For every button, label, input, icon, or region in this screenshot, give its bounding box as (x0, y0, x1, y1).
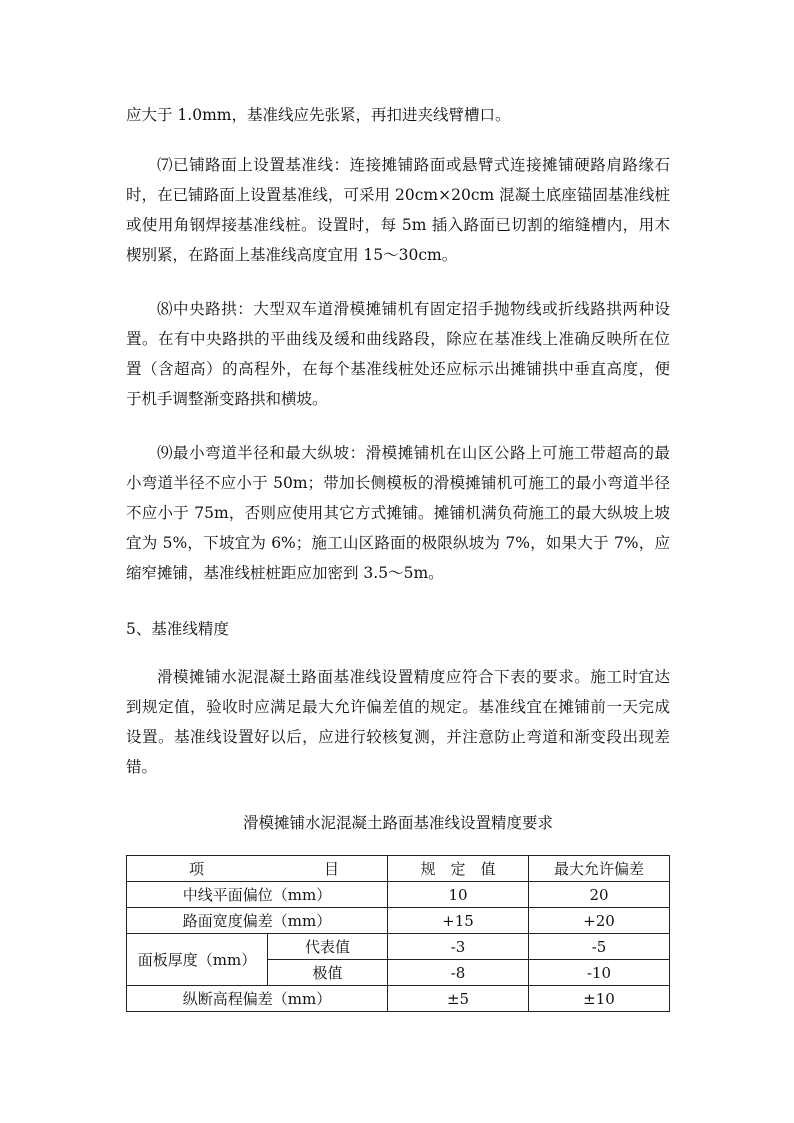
paragraph-section-5 (126, 662, 670, 782)
row-tolerance: -5 (529, 934, 670, 960)
header-item-a: 项 (189, 860, 205, 878)
header-tolerance: 最大允许偏差 (529, 856, 670, 882)
header-item-b: 目 (323, 860, 339, 878)
text-line: 置（含超高）的高程外，在每个基准线桩处还应标示出摊铺拱中垂直高度，便 (126, 360, 670, 378)
text-line: 缩窄摊铺，基准线桩桩距应加密到 3.5～5m。 (126, 564, 444, 582)
text-line: ⑼最小弯道半径和最大纵坡：滑模摊铺机在山区公路上可施工带超高的最 (157, 444, 670, 462)
row-label: 中线平面偏位（mm） (127, 882, 388, 908)
text-line: 应大于 1.0mm，基准线应先张紧，再扣进夹线臂槽口。 (126, 106, 511, 124)
row-spec: -3 (388, 934, 529, 960)
table-caption: 滑模摊铺水泥混凝土路面基准线设置精度要求 (242, 814, 553, 832)
text-line: ⑻中央路拱：大型双车道滑模摊铺机有固定招手抛物线或折线路拱两种设 (157, 300, 670, 318)
row-sublabel: 代表值 (268, 934, 388, 960)
text-line: 宜为 5%，下坡宜为 6%；施工山区路面的极限纵坡为 7%，如果大于 7%，应 (126, 534, 670, 552)
text-line: 错。 (126, 758, 158, 776)
text-line: 于机手调整渐变路拱和横坡。 (126, 390, 328, 408)
row-tolerance: ±10 (529, 986, 670, 1012)
row-label: 路面宽度偏差（mm） (127, 908, 388, 934)
text-line: 楔别紧，在路面上基准线高度宜用 15～30cm。 (126, 246, 458, 264)
table-row (127, 934, 670, 960)
text-line: 时，在已铺路面上设置基准线，可采用 20cm×20cm 混凝土底座锚固基准线桩 (126, 186, 670, 204)
table-header-row (127, 856, 670, 882)
text-line: ⑺已铺路面上设置基准线：连接摊铺路面或悬臂式连接摊铺硬路肩路缘石 (157, 156, 670, 174)
text-line: 或使用角钢焊接基准线桩。设置时，每 5m 插入路面已切割的缩缝槽内，用木 (126, 216, 670, 234)
text-line: 小弯道半径不应小于 50m；带加长侧模板的滑模摊铺机可施工的最小弯道半径 (126, 474, 670, 492)
row-tolerance: +20 (529, 908, 670, 934)
table-row (127, 882, 670, 908)
header-spec: 规 定 值 (388, 856, 529, 882)
row-label: 纵断高程偏差（mm） (127, 986, 388, 1012)
paragraph-item-8 (126, 294, 670, 414)
row-spec: -8 (388, 960, 529, 986)
section-heading: 5、基准线精度 (126, 620, 229, 638)
row-tolerance: -10 (529, 960, 670, 986)
row-tolerance: 20 (529, 882, 670, 908)
table-row (127, 986, 670, 1012)
row-group-label: 面板厚度（mm） (127, 934, 268, 986)
paragraph-item-9 (126, 438, 670, 588)
paragraph-continuation (126, 100, 670, 130)
row-spec: 10 (388, 882, 529, 908)
precision-table (126, 855, 670, 1012)
text-line: 到规定值，验收时应满足最大允许偏差值的规定。基准线宜在摊铺前一天完成 (126, 698, 670, 716)
row-spec: +15 (388, 908, 529, 934)
table-row (127, 908, 670, 934)
text-line: 不应小于 75m，否则应使用其它方式摊铺。摊铺机满负荷施工的最大纵坡上坡 (126, 504, 670, 522)
header-item-cell (127, 856, 388, 882)
text-line: 设置。基准线设置好以后，应进行较核复测，并注意防止弯道和渐变段出现差 (126, 728, 670, 746)
row-sublabel: 极值 (268, 960, 388, 986)
paragraph-item-7 (126, 150, 670, 270)
row-spec: ±5 (388, 986, 529, 1012)
text-line: 滑模摊铺水泥混凝土路面基准线设置精度应符合下表的要求。施工时宜达 (157, 668, 670, 686)
text-line: 置。在有中央路拱的平曲线及缓和曲线路段，除应在基准线上准确反映所在位 (126, 330, 670, 348)
